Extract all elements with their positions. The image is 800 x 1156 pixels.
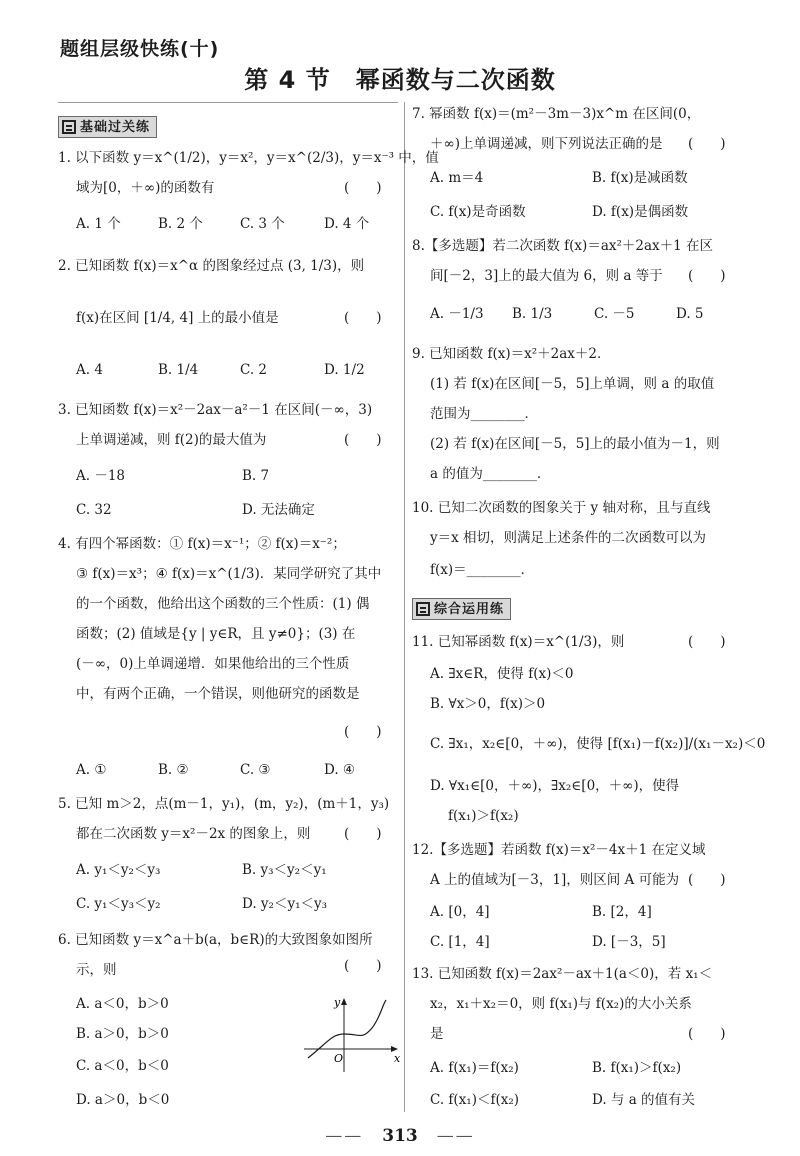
q4-line1: 4. 有四个幂函数：① f(x)＝x⁻¹；② f(x)＝x⁻²； xyxy=(58,536,346,552)
q4-line3: 的一个函数，他给出这个函数的三个性质：(1) 偶 xyxy=(76,596,370,612)
q7-option-a[interactable]: A. m＝4 xyxy=(430,170,484,186)
q2-line1: 2. 已知函数 f(x)＝x^α 的图象经过点 (3, 1/3)，则 xyxy=(58,258,365,274)
q5-option-d[interactable]: D. y₂＜y₁＜y₃ xyxy=(242,896,328,912)
q13-line3: 是 xyxy=(430,1026,444,1042)
q10-line1: 10. 已知二次函数的图象关于 y 轴对称，且与直线 xyxy=(412,500,711,516)
q3-answer-paren[interactable]: ( ) xyxy=(344,432,382,448)
q5-option-a[interactable]: A. y₁＜y₂＜y₃ xyxy=(76,862,161,878)
q6-option-c[interactable]: C. a＜0，b＜0 xyxy=(76,1058,169,1074)
q7-answer-paren[interactable]: ( ) xyxy=(688,136,726,152)
q13-option-a[interactable]: A. f(x₁)＝f(x₂) xyxy=(430,1060,519,1076)
page-number xyxy=(0,1121,800,1146)
q8-option-b[interactable]: B. 1/3 xyxy=(512,306,553,322)
q4-option-c[interactable]: C. ③ xyxy=(240,762,271,778)
section-title: 第 4 节 幂函数与二次函数 xyxy=(244,66,556,94)
q11-answer-paren[interactable]: ( ) xyxy=(688,634,726,650)
tag-label: 基础过关练 xyxy=(80,119,151,135)
q9-line2: (1) 若 f(x)在区间[－5，5]上单调，则 a 的取值 xyxy=(430,376,715,392)
q1-option-c[interactable]: C. 3 个 xyxy=(240,216,285,232)
q6-answer-paren[interactable]: ( ) xyxy=(344,958,382,974)
column-divider xyxy=(404,102,405,1112)
q7-line1: 7. 幂函数 f(x)＝(m²－3m－3)x^m 在区间(0， xyxy=(412,106,701,122)
q13-option-c[interactable]: C. f(x₁)＜f(x₂) xyxy=(430,1092,520,1108)
q2-option-c[interactable]: C. 2 xyxy=(240,362,268,378)
page-number-value: 313 xyxy=(382,1126,418,1146)
page-dash-left: —— xyxy=(325,1126,383,1146)
q4-line2: ③ f(x)＝x³；④ f(x)＝x^(1/3)．某同学研究了其中 xyxy=(76,566,382,582)
q6-function-graph xyxy=(302,994,402,1074)
q13-line1: 13. 已知函数 f(x)＝2ax²－ax＋1(a＜0)，若 x₁＜ xyxy=(412,966,713,982)
q1-answer-paren[interactable]: ( ) xyxy=(344,180,382,196)
q11-option-b[interactable]: B. ∀x＞0，f(x)＞0 xyxy=(430,696,546,712)
q13-option-d[interactable]: D. 与 a 的值有关 xyxy=(592,1092,696,1108)
basic-practice-tag xyxy=(58,116,157,138)
q2-option-b[interactable]: B. 1/4 xyxy=(158,362,199,378)
q9-line5[interactable]: a 的值为________． xyxy=(430,466,551,482)
q1-line2: 域为[0，＋∞)的函数有 xyxy=(76,180,215,196)
q11-option-c[interactable]: C. ∃x₁，x₂∈[0，＋∞)，使得 [f(x₁)－f(x₂)]/(x₁－x₂)＜0 xyxy=(430,736,766,752)
q9-line4: (2) 若 f(x)在区间[－5，5]上的最小值为－1，则 xyxy=(430,436,720,452)
q7-option-b[interactable]: B. f(x)是减函数 xyxy=(592,170,688,186)
origin-label: O xyxy=(334,1052,344,1065)
q7-option-c[interactable]: C. f(x)是奇函数 xyxy=(430,204,526,220)
q8-option-c[interactable]: C. －5 xyxy=(594,306,635,322)
q9-line1: 9. 已知函数 f(x)＝x²＋2ax＋2． xyxy=(412,346,611,362)
q8-option-a[interactable]: A. －1/3 xyxy=(430,306,484,322)
q7-option-d[interactable]: D. f(x)是偶函数 xyxy=(592,204,689,220)
q2-option-a[interactable]: A. 4 xyxy=(76,362,103,378)
series-heading: 题组层级快练(十) xyxy=(60,38,220,60)
q13-answer-paren[interactable]: ( ) xyxy=(688,1026,726,1042)
q3-line1: 3. 已知函数 f(x)＝x²－2ax－a²－1 在区间(－∞，3) xyxy=(58,402,373,418)
q8-answer-paren[interactable]: ( ) xyxy=(688,268,726,284)
q4-option-b[interactable]: B. ② xyxy=(158,762,189,778)
q5-option-b[interactable]: B. y₃＜y₂＜y₁ xyxy=(242,862,327,878)
q3-option-d[interactable]: D. 无法确定 xyxy=(242,502,315,518)
q10-line3[interactable]: f(x)＝________． xyxy=(430,562,535,578)
q4-line5: (－∞，0)上单调递增．如果他给出的三个性质 xyxy=(76,656,350,672)
y-axis-arrow xyxy=(341,998,347,1005)
q13-option-b[interactable]: B. f(x₁)＞f(x₂) xyxy=(592,1060,682,1076)
q3-option-c[interactable]: C. 32 xyxy=(76,502,112,518)
q3-option-b[interactable]: B. 7 xyxy=(242,468,270,484)
q4-option-a[interactable]: A. ① xyxy=(76,762,107,778)
q8-line1: 8.【多选题】若二次函数 f(x)＝ax²＋2ax＋1 在区 xyxy=(412,238,714,254)
tag-label: 综合运用练 xyxy=(434,601,505,617)
notebook-icon xyxy=(416,602,430,616)
q1-option-d[interactable]: D. 4 个 xyxy=(324,216,370,232)
q4-line6: 中，有两个正确，一个错误，则他研究的函数是 xyxy=(76,686,360,702)
q12-option-d[interactable]: D. [－3，5] xyxy=(592,934,666,950)
q12-option-a[interactable]: A. [0，4] xyxy=(430,904,490,920)
page-dash-right: —— xyxy=(417,1126,475,1146)
q11-line1: 11. 已知幂函数 f(x)＝x^(1/3)，则 xyxy=(412,634,625,650)
q4-option-d[interactable]: D. ④ xyxy=(324,762,356,778)
notebook-icon xyxy=(62,120,76,134)
q6-option-b[interactable]: B. a＞0，b＞0 xyxy=(76,1026,169,1042)
q8-option-d[interactable]: D. 5 xyxy=(676,306,704,322)
top-rule xyxy=(58,102,398,103)
q2-answer-paren[interactable]: ( ) xyxy=(344,310,382,326)
comprehensive-practice-tag xyxy=(412,598,511,620)
q1-option-b[interactable]: B. 2 个 xyxy=(158,216,203,232)
q6-line1: 6. 已知函数 y＝x^a＋b(a，b∈R)的大致图象如图所 xyxy=(58,932,373,948)
q8-line2: 间[－2，3]上的最大值为 6，则 a 等于 xyxy=(430,268,663,284)
q1-line1: 1. 以下函数 y＝x^(1/2)，y＝x²，y＝x^(2/3)，y＝x⁻³ 中，值 xyxy=(58,150,439,166)
q12-answer-paren[interactable]: ( ) xyxy=(688,872,726,888)
q4-line4: 函数；(2) 值域是{y | y∈R，且 y≠0}；(3) 在 xyxy=(76,626,356,642)
q5-line1: 5. 已知 m＞2，点(m－1，y₁)，(m，y₂)，(m＋1，y₃) xyxy=(58,796,390,812)
q5-answer-paren[interactable]: ( ) xyxy=(344,826,382,842)
q6-option-a[interactable]: A. a＜0，b＞0 xyxy=(76,996,169,1012)
q2-line2: f(x)在区间 [1/4, 4] 上的最小值是 xyxy=(76,310,279,326)
q6-line2: 示，则 xyxy=(76,962,117,978)
q5-option-c[interactable]: C. y₁＜y₃＜y₂ xyxy=(76,896,161,912)
q11-option-d-line2[interactable]: f(x₁)＞f(x₂) xyxy=(448,808,519,824)
q9-line3[interactable]: 范围为________． xyxy=(430,406,538,422)
q12-line2: A 上的值域为[－3，1]，则区间 A 可能为 xyxy=(430,872,680,888)
q13-line2: x₂，x₁＋x₂＝0，则 f(x₁)与 f(x₂)的大小关系 xyxy=(430,996,692,1012)
q12-line1: 12.【多选题】若函数 f(x)＝x²－4x＋1 在定义域 xyxy=(412,842,706,858)
q10-line2: y＝x 相切，则满足上述条件的二次函数可以为 xyxy=(430,530,707,546)
y-axis-label: y xyxy=(334,996,341,1009)
q11-option-d-line1[interactable]: D. ∀x₁∈[0，＋∞)，∃x₂∈[0，＋∞)，使得 xyxy=(430,778,680,794)
q6-option-d[interactable]: D. a＞0，b＜0 xyxy=(76,1092,170,1108)
q12-option-c[interactable]: C. [1，4] xyxy=(430,934,490,950)
q1-option-a[interactable]: A. 1 个 xyxy=(76,216,121,232)
q2-option-d[interactable]: D. 1/2 xyxy=(324,362,365,378)
q5-line2: 都在二次函数 y＝x²－2x 的图象上，则 xyxy=(76,826,311,842)
q12-option-b[interactable]: B. [2，4] xyxy=(592,904,652,920)
x-axis-label: x xyxy=(394,1052,401,1065)
q7-line2: ＋∞)上单调递减，则下列说法正确的是 xyxy=(430,136,663,152)
q11-option-a[interactable]: A. ∃x∈R，使得 f(x)＜0 xyxy=(430,666,574,682)
q4-answer-paren[interactable]: ( ) xyxy=(344,724,382,740)
q3-line2: 上单调递减，则 f(2)的最大值为 xyxy=(76,432,267,448)
q3-option-a[interactable]: A. －18 xyxy=(76,468,126,484)
